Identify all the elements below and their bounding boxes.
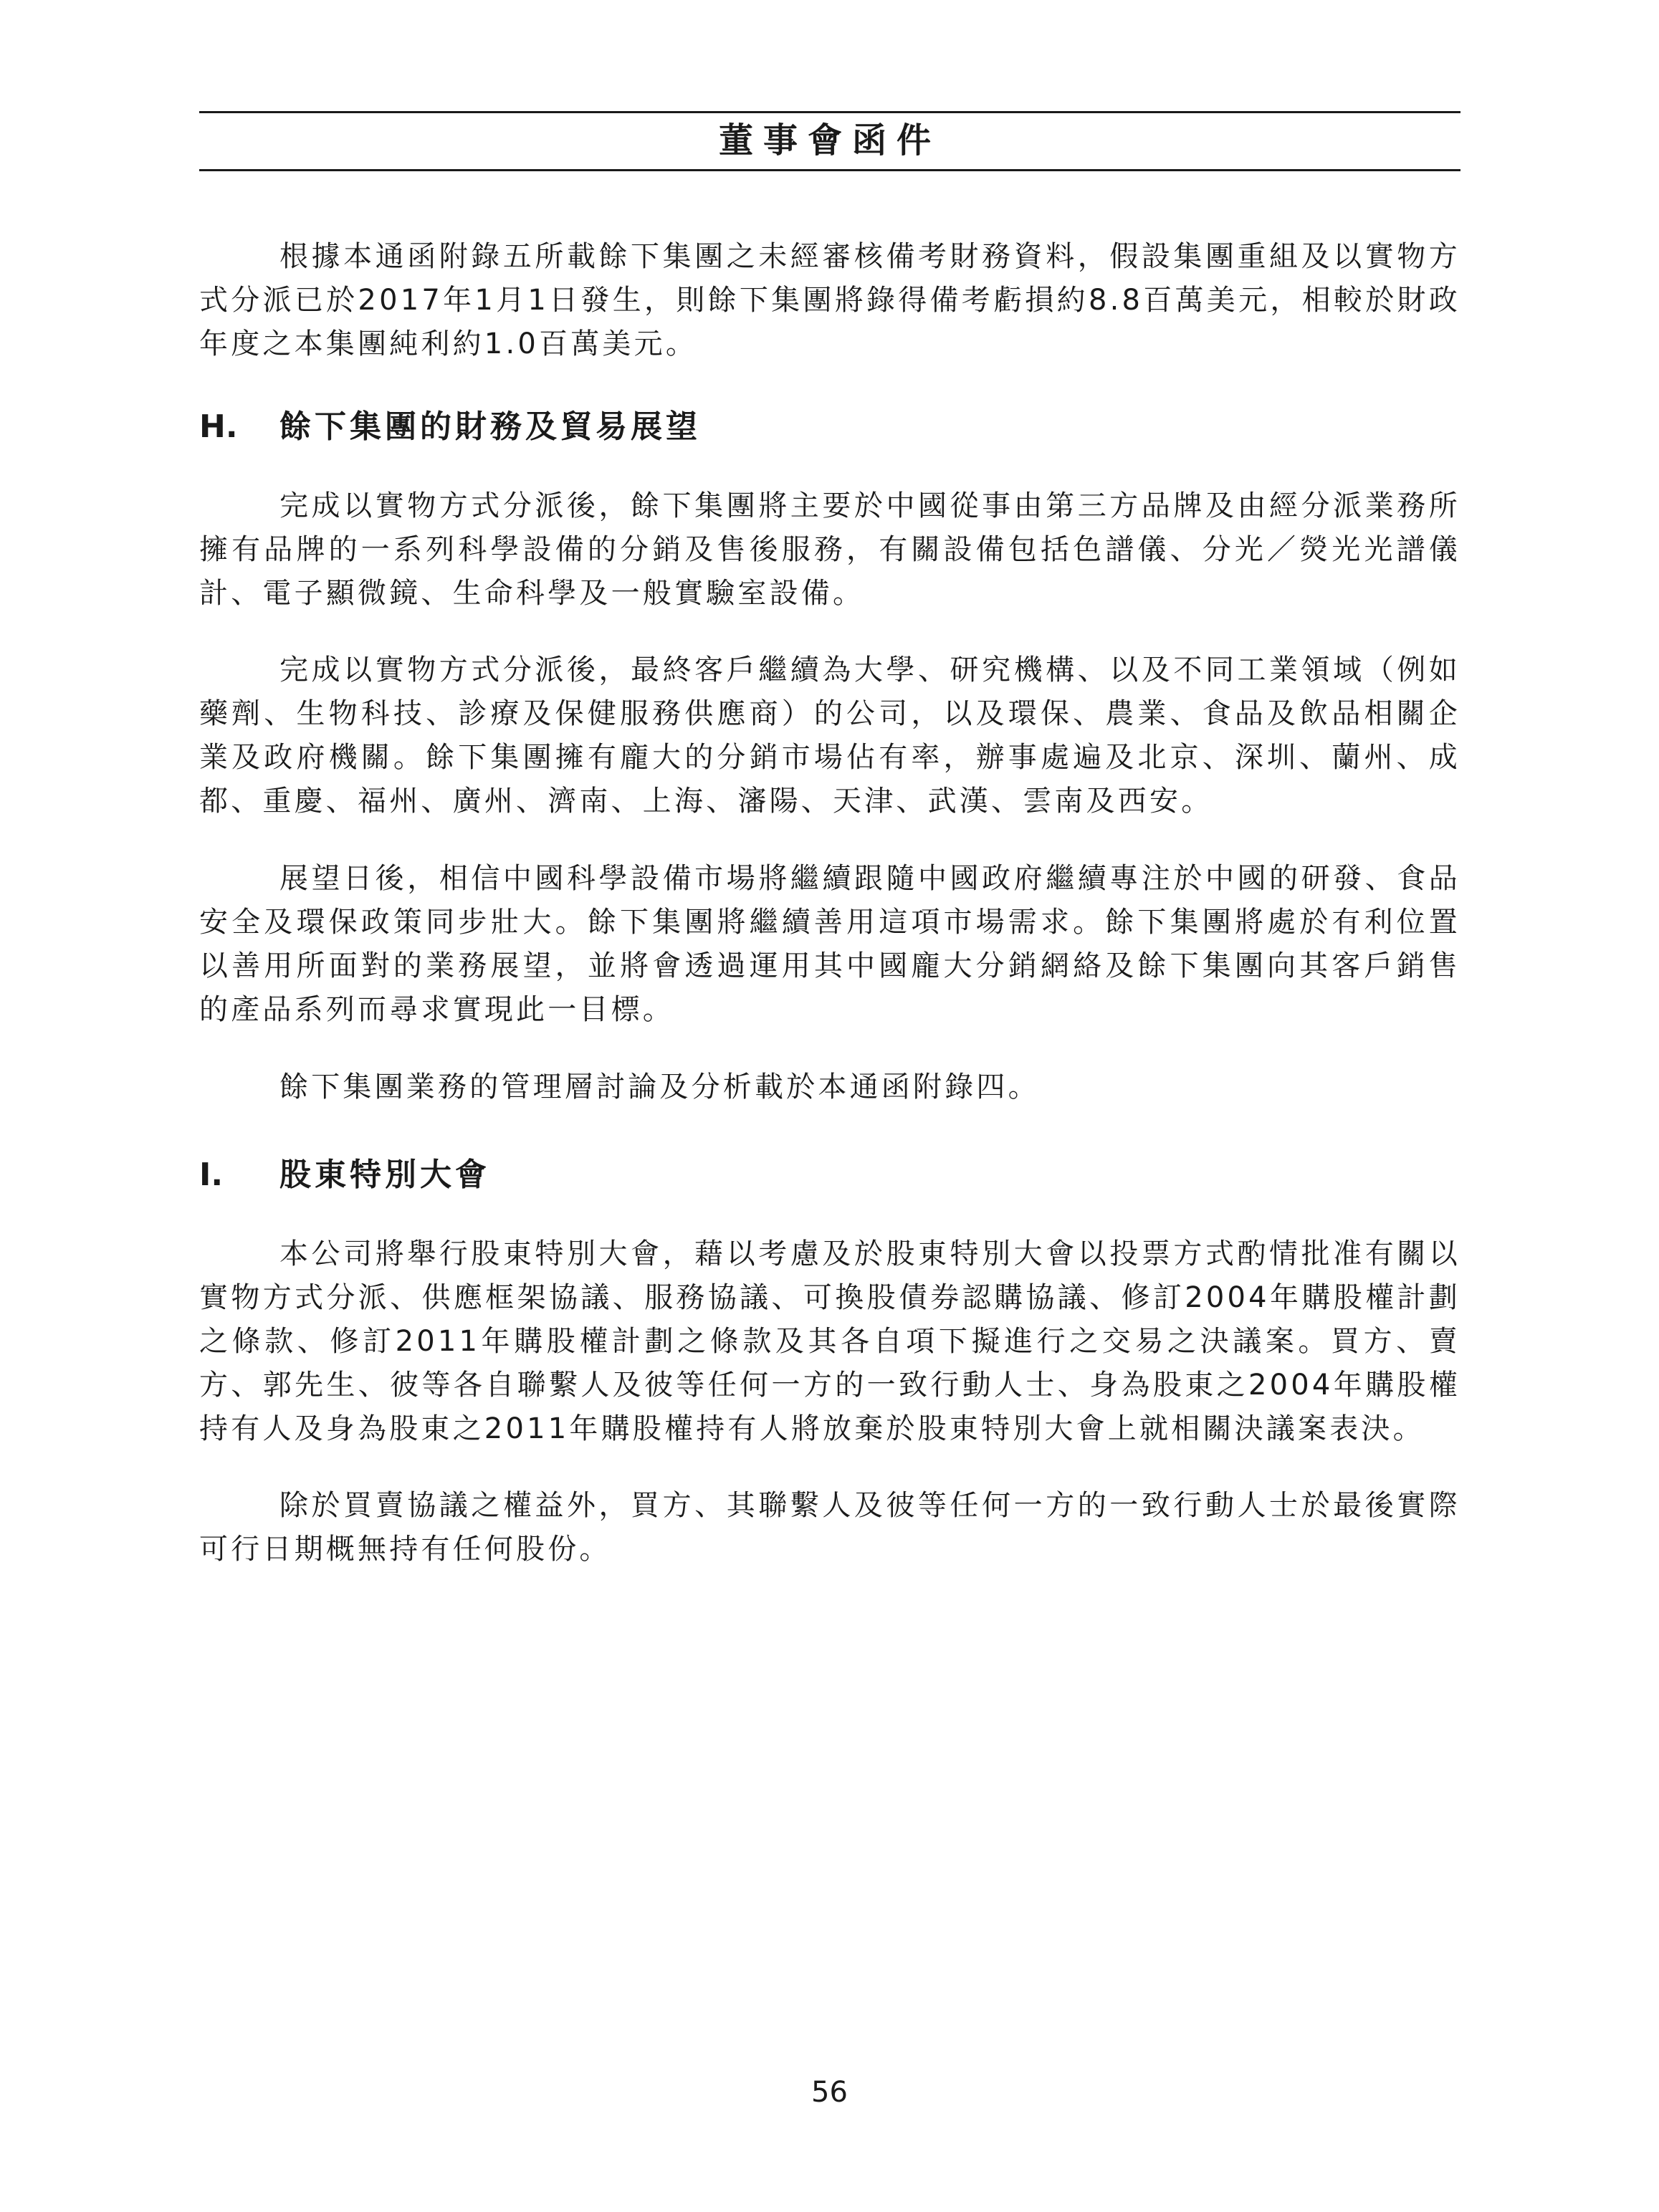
section-h-heading (199, 406, 1460, 449)
section-h-paragraph-4: 餘下集團業務的管理層討論及分析載於本通函附錄四。 (279, 1071, 1040, 1103)
section-i-heading (199, 1154, 1460, 1197)
page-header-title: 董事會函件 (718, 120, 941, 161)
page-number: 56 (811, 2076, 848, 2109)
section-i-title: 股東特別大會 (279, 1157, 490, 1193)
section-i-marker: I. (199, 1157, 224, 1193)
section-h-paragraph-2: 完成以實物方式分派後，最終客戶繼續為大學、研究機構、以及不同工業領域（例如藥劑、生物科技、診療及保健服務供應商）的公司，以及環保、農業、食品及飲品相關企業及政府機關。餘下集團擁有龐大的分銷市場佔有率，辦事處遍及北京、深圳、蘭州、成都、重慶、福州、廣州、濟南、上海、瀋陽、天津、武漢、雲南及西安。 (199, 653, 1460, 818)
header-bottom-rule (199, 169, 1460, 171)
section-i-paragraph-1: 本公司將舉行股東特別大會，藉以考慮及於股東特別大會以投票方式酌情批准有關以實物方式分派、供應框架協議、服務協議、可換股債券認購協議、修訂2004年購股權計劃之條款、修訂2011年購股權計劃之條款及其各自項下擬進行之交易之決議案。買方、賣方、郭先生、彼等各自聯繫人及彼等任何一方的一致行動人士、身為股東之2004年購股權持有人及身為股東之2011年購股權持有人將放棄於股東特別大會上就相關決議案表決。 (199, 1237, 1460, 1445)
intro-paragraph: 根據本通函附錄五所載餘下集團之未經審核備考財務資料，假設集團重組及以實物方式分派已於2017年1月1日發生，則餘下集團將錄得備考虧損約8.8百萬美元，相較於財政年度之本集團純利約1.0百萬美元。 (199, 240, 1460, 360)
header-top-rule (199, 111, 1460, 113)
section-h-paragraph-3: 展望日後，相信中國科學設備市場將繼續跟隨中國政府繼續專注於中國的研發、食品安全及環保政策同步壯大。餘下集團將繼續善用這項市場需求。餘下集團將處於有利位置以善用所面對的業務展望，並將會透過運用其中國龐大分銷網絡及餘下集團向其客戶銷售的產品系列而尋求實現此一目標。 (199, 862, 1460, 1026)
section-h-marker: H. (199, 408, 238, 445)
section-i-paragraph-2: 除於買賣協議之權益外，買方、其聯繫人及彼等任何一方的一致行動人士於最後實際可行日期概無持有任何股份。 (199, 1489, 1460, 1566)
section-h-title: 餘下集團的財務及貿易展望 (279, 408, 701, 445)
section-h-paragraph-1: 完成以實物方式分派後，餘下集團將主要於中國從事由第三方品牌及由經分派業務所擁有品牌的一系列科學設備的分銷及售後服務，有關設備包括色譜儀、分光／熒光光譜儀計、電子顯微鏡、生命科學及一般實驗室設備。 (199, 489, 1460, 610)
